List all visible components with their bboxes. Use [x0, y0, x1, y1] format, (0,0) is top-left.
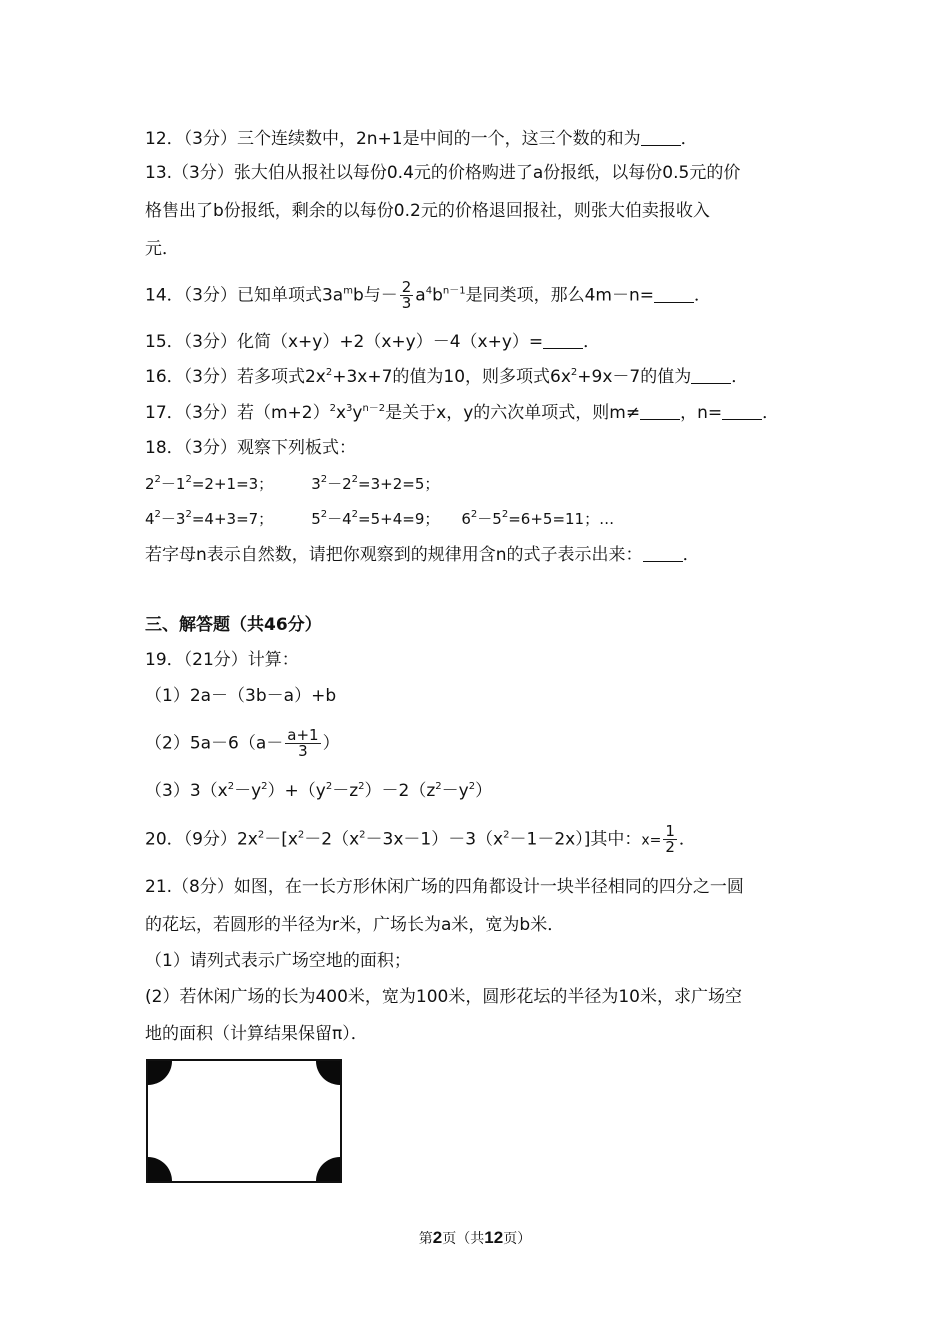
q18-r2h: －4: [327, 510, 352, 528]
q20-d: 2: [297, 829, 305, 841]
q14-exp-4: 4: [425, 285, 433, 297]
q13-line2: [145, 200, 710, 222]
q19-p3j: 2: [435, 781, 442, 792]
q17-exp1: 2: [329, 403, 336, 414]
q14-h: 是同类项，那么4m－n=: [465, 285, 654, 306]
q15: [145, 331, 600, 353]
q21-line2: [145, 914, 564, 936]
q16: [145, 366, 748, 388]
q18-r2a: 4: [145, 510, 155, 528]
q14: [145, 280, 711, 311]
answer-blank: [654, 286, 694, 303]
q18-r1d: 2: [185, 474, 192, 485]
q12-end: ．: [680, 129, 698, 149]
q21-line3: [145, 950, 411, 972]
q14-exp-m: m: [343, 285, 353, 297]
q19-p3c: －y: [234, 781, 262, 801]
answer-blank: [543, 332, 583, 349]
q18-r1a: 2: [145, 475, 155, 493]
q18-r1c: －1: [160, 475, 186, 493]
q18-intro-text: 18．（3分）观察下列板式：: [145, 438, 356, 458]
plaza-diagram: [146, 1059, 342, 1183]
q17-exp2: 3: [346, 403, 353, 414]
q21-text5: 地的面积（计算结果保留π）．: [145, 1024, 368, 1044]
answer-blank: [691, 367, 731, 384]
q13-line1: [145, 162, 740, 184]
q16-a: 16．（3分）若多项式2x: [145, 367, 326, 387]
q19-intro-text: 19．（21分）计算：: [145, 650, 299, 670]
q17-e: y: [352, 403, 363, 423]
q18-r2o: =6+5=11；…: [508, 510, 615, 528]
q20: [145, 824, 696, 855]
q21-text4: (2）若休闲广场的长为400米，宽为100米，圆形花坛的半径为10米，求广场空: [145, 987, 742, 1007]
q19-fraction: [285, 728, 320, 759]
footer-page-number: 2: [432, 1228, 443, 1247]
flowerbed-bottom-left: [146, 1157, 172, 1183]
q17-a: 17．（3分）若（m+2）: [145, 403, 330, 423]
q18-r1f: 3: [311, 475, 321, 493]
q19-p3m: ）: [475, 781, 493, 801]
q19-intro: [145, 649, 299, 671]
q18-r1h: －2: [327, 475, 352, 493]
q14-f: b: [432, 285, 443, 306]
q14-exp-n: n－1: [442, 285, 466, 297]
q16-c: +3x+7的值为10，则多项式6x: [332, 367, 571, 387]
q14-a: 14．（3分）已知单项式3a: [145, 285, 344, 306]
q14-fraction: [400, 280, 414, 311]
q14-d: a: [415, 285, 426, 306]
q19-p3: [145, 780, 492, 802]
q19-p3l: 2: [468, 781, 476, 792]
q20-frac-num: 1: [665, 822, 675, 840]
flowerbed-bottom-right: [316, 1157, 342, 1183]
q14-frac-den: 3: [401, 294, 412, 312]
q18-r2i: 2: [351, 509, 359, 520]
q15-end: ．: [583, 332, 601, 352]
answer-blank: [722, 403, 762, 420]
q18-r2c: －3: [160, 510, 186, 528]
q20-h: 2: [503, 829, 510, 841]
q20-c: －[x: [264, 829, 298, 850]
q21-line4: [145, 986, 742, 1008]
q17: [145, 402, 779, 424]
q19-frac-num: a+1: [287, 726, 319, 744]
flowerbed-top-right: [316, 1059, 342, 1085]
q18-row2: [145, 508, 614, 530]
answer-blank: [641, 129, 681, 146]
q17-g: 是关于x，y的六次单项式，则m≠: [385, 403, 641, 423]
q18-r2m: －5: [477, 510, 502, 528]
footer-b: 页（共: [442, 1231, 485, 1247]
q20-end: ．: [678, 829, 696, 850]
q14-frac-num: 2: [401, 278, 412, 296]
q20-frac-den: 2: [665, 838, 675, 856]
q19-p3i: ）－2（z: [364, 781, 436, 801]
q18-intro: [145, 437, 356, 459]
q19-p2: [145, 728, 340, 759]
q18-r2n: 2: [501, 509, 509, 520]
q13-text1: 13.（3分）张大伯从报社以每份0.4元的价格购进了a份报纸，以每份0.5元的价: [145, 163, 741, 183]
q20-a: 20．（9分）2x: [145, 829, 258, 850]
q20-f: 2: [359, 829, 366, 841]
q17-end: ．: [762, 403, 780, 423]
section-heading: [145, 614, 322, 636]
q13-text2: 格售出了b份报纸，剩余的以每份0.2元的价格退回报社，则张大伯卖报收入: [145, 201, 710, 221]
q19-p3g: －z: [332, 781, 359, 801]
q18-r1i: 2: [351, 474, 359, 485]
q19-p3h: 2: [358, 781, 365, 792]
q20-xeq: x=: [641, 832, 662, 849]
q19-frac-den: 3: [298, 742, 308, 760]
q18-r2f: 5: [311, 510, 321, 528]
q17-exp3: n－2: [362, 403, 386, 414]
answer-blank: [643, 545, 683, 562]
q18-end: ．: [682, 545, 700, 565]
q19-p3e: ）+（y: [267, 781, 326, 801]
q21-text2: 的花坛，若圆形的半径为r米，广场长为a米，宽为b米．: [145, 915, 565, 935]
footer-c: 页）: [503, 1231, 532, 1247]
q16-end: ．: [731, 367, 749, 387]
footer-a: 第: [418, 1231, 433, 1247]
page-footer: [0, 1228, 950, 1248]
q12: [145, 128, 698, 150]
q14-c: b与－: [352, 285, 398, 306]
q21-line1: [145, 876, 744, 898]
q19-p1-text: （1）2a－（3b－a）+b: [145, 686, 337, 706]
q20-fraction: [663, 824, 677, 855]
q18-row1: [145, 473, 439, 495]
q17-c: x: [335, 403, 347, 423]
flowerbed-top-left: [146, 1059, 172, 1085]
q18-ask: [145, 544, 700, 566]
q21-text1: 21.（8分）如图，在一长方形休闲广场的四角都设计一块半径相同的四分之一圆: [145, 877, 744, 897]
q19-p2a: （2）5a－6（a－: [145, 733, 284, 754]
q18-r2d: 2: [185, 509, 192, 520]
section-heading-text: 三、解答题（共46分）: [145, 615, 322, 635]
q20-g: －3x－1）－3（x: [365, 829, 504, 850]
q20-b: 2: [257, 829, 265, 841]
q18-r1b: 2: [154, 474, 161, 485]
q21-text3: （1）请列式表示广场空地的面积；: [145, 951, 411, 971]
q16-exp1: 2: [325, 367, 333, 378]
q18-r1j: =3+2=5；: [358, 475, 440, 493]
q19-p3a: （3）3（x: [145, 781, 228, 801]
answer-blank: [640, 403, 680, 420]
q18-ask-text: 若字母n表示自然数，请把你观察到的规律用含n的式子表示出来：: [145, 545, 643, 565]
q18-r1g: 2: [320, 474, 328, 485]
q19-p2b: ）: [322, 733, 340, 754]
q19-p3d: 2: [261, 781, 268, 792]
q12-text: 12．（3分）三个连续数中，2n+1是中间的一个，这三个数的和为: [145, 129, 641, 149]
q19-p3b: 2: [227, 781, 235, 792]
q18-r2e: =4+3=7；: [191, 510, 274, 528]
q19-p1: [145, 685, 336, 707]
q19-p3f: 2: [325, 781, 333, 792]
q20-e: －2（x: [304, 829, 360, 850]
q16-exp2: 2: [570, 367, 578, 378]
q18-r2l: 2: [470, 509, 478, 520]
q13-line3: [145, 238, 179, 260]
footer-total-pages: 12: [484, 1228, 504, 1247]
q13-text3: 元．: [145, 239, 179, 259]
q17-h: ，n=: [680, 403, 723, 423]
q20-i: －1－2x）]其中：: [509, 829, 642, 850]
q19-p3k: －y: [441, 781, 469, 801]
q18-r2k: 6: [461, 510, 471, 528]
q18-r2j: =5+4=9；: [358, 510, 440, 528]
q18-r2g: 2: [320, 509, 328, 520]
q18-r2b: 2: [154, 509, 161, 520]
q16-e: +9x－7的值为: [577, 367, 692, 387]
q15-text: 15．（3分）化简（x+y）+2（x+y）－4（x+y）=: [145, 332, 544, 352]
q14-end: ．: [693, 285, 711, 306]
q18-r1e: =2+1=3；: [191, 475, 274, 493]
q21-line5: [145, 1023, 368, 1045]
